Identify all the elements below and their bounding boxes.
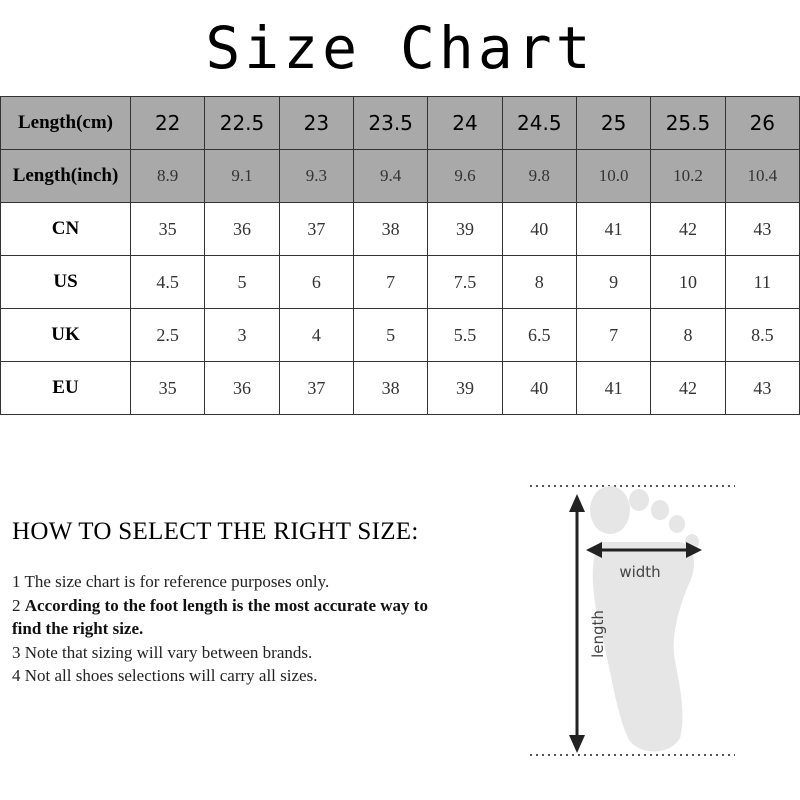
length-label: length: [589, 610, 607, 658]
table-cell: 7: [353, 256, 427, 309]
table-cell: 9.3: [279, 150, 353, 203]
width-label: width: [619, 563, 661, 581]
table-cell: 39: [428, 362, 502, 415]
table-cell: 40: [502, 362, 576, 415]
note-3: [12, 641, 432, 665]
note-2-num: 2: [12, 595, 21, 615]
table-cell: 25.5: [651, 97, 725, 150]
table-cell: 4.5: [131, 256, 205, 309]
row-header: CN: [1, 203, 131, 256]
row-header: US: [1, 256, 131, 309]
table-cell: 5.5: [428, 309, 502, 362]
note-4-num: 4: [12, 666, 21, 685]
table-cell: 23.5: [353, 97, 427, 150]
table-cell: 24.5: [502, 97, 576, 150]
row-header: EU: [1, 362, 131, 415]
table-cell: 10.4: [725, 150, 799, 203]
howto-title: HOW TO SELECT THE RIGHT SIZE:: [12, 518, 419, 545]
foot-measure-diagram: [520, 476, 750, 766]
table-cell: 9.1: [205, 150, 279, 203]
table-row: [1, 97, 800, 150]
table-cell: 42: [651, 362, 725, 415]
table-row: [1, 256, 800, 309]
table-cell: 42: [651, 203, 725, 256]
table-cell: 8: [651, 309, 725, 362]
page-title: Size Chart: [205, 14, 595, 82]
table-cell: 8: [502, 256, 576, 309]
table-cell: 38: [353, 203, 427, 256]
table-cell: 41: [576, 203, 650, 256]
table-cell: 39: [428, 203, 502, 256]
note-3-num: 3: [12, 642, 21, 662]
table-cell: 24: [428, 97, 502, 150]
table-cell: 36: [205, 362, 279, 415]
table-row: [1, 150, 800, 203]
table-row: [1, 362, 800, 415]
table-cell: 3: [205, 309, 279, 362]
table-cell: 5: [205, 256, 279, 309]
note-1: [12, 570, 432, 594]
table-row: [1, 309, 800, 362]
table-cell: 10: [651, 256, 725, 309]
table-cell: 38: [353, 362, 427, 415]
table-cell: 40: [502, 203, 576, 256]
table-cell: 37: [279, 203, 353, 256]
note-4: [12, 664, 432, 688]
table-cell: 2.5: [131, 309, 205, 362]
table-cell: 8.9: [131, 150, 205, 203]
table-cell: 22: [131, 97, 205, 150]
table-cell: 8.5: [725, 309, 799, 362]
note-2: [12, 594, 432, 641]
table-cell: 35: [131, 203, 205, 256]
table-cell: 43: [725, 203, 799, 256]
howto-notes: [12, 570, 432, 688]
table-cell: 9.4: [353, 150, 427, 203]
table-cell: 7.5: [428, 256, 502, 309]
table-cell: 9.8: [502, 150, 576, 203]
note-2-text: According to the foot length is the most accurate way to find the right size.: [12, 595, 428, 638]
note-1-num: 1: [12, 572, 21, 591]
table-cell: 6: [279, 256, 353, 309]
table-cell: 22.5: [205, 97, 279, 150]
table-cell: 7: [576, 309, 650, 362]
table-cell: 6.5: [502, 309, 576, 362]
size-chart-table: [0, 96, 800, 415]
table-cell: 9.6: [428, 150, 502, 203]
table-cell: 25: [576, 97, 650, 150]
length-arrow: [569, 494, 585, 753]
table-cell: 10.0: [576, 150, 650, 203]
row-header: Length(cm): [1, 97, 131, 150]
table-cell: 35: [131, 362, 205, 415]
table-cell: 37: [279, 362, 353, 415]
table-cell: 43: [725, 362, 799, 415]
note-4-text: Not all shoes selections will carry all sizes.: [24, 666, 318, 685]
table-cell: 9: [576, 256, 650, 309]
table-cell: 11: [725, 256, 799, 309]
table-cell: 23: [279, 97, 353, 150]
table-cell: 4: [279, 309, 353, 362]
table-cell: 5: [353, 309, 427, 362]
note-3-text: Note that sizing will vary between brands.: [24, 642, 313, 662]
table-cell: 36: [205, 203, 279, 256]
table-cell: 10.2: [651, 150, 725, 203]
row-header: UK: [1, 309, 131, 362]
table-cell: 26: [725, 97, 799, 150]
row-header: Length(inch): [1, 150, 131, 203]
table-row: [1, 203, 800, 256]
table-cell: 41: [576, 362, 650, 415]
note-1-text: The size chart is for reference purposes only.: [24, 572, 330, 591]
